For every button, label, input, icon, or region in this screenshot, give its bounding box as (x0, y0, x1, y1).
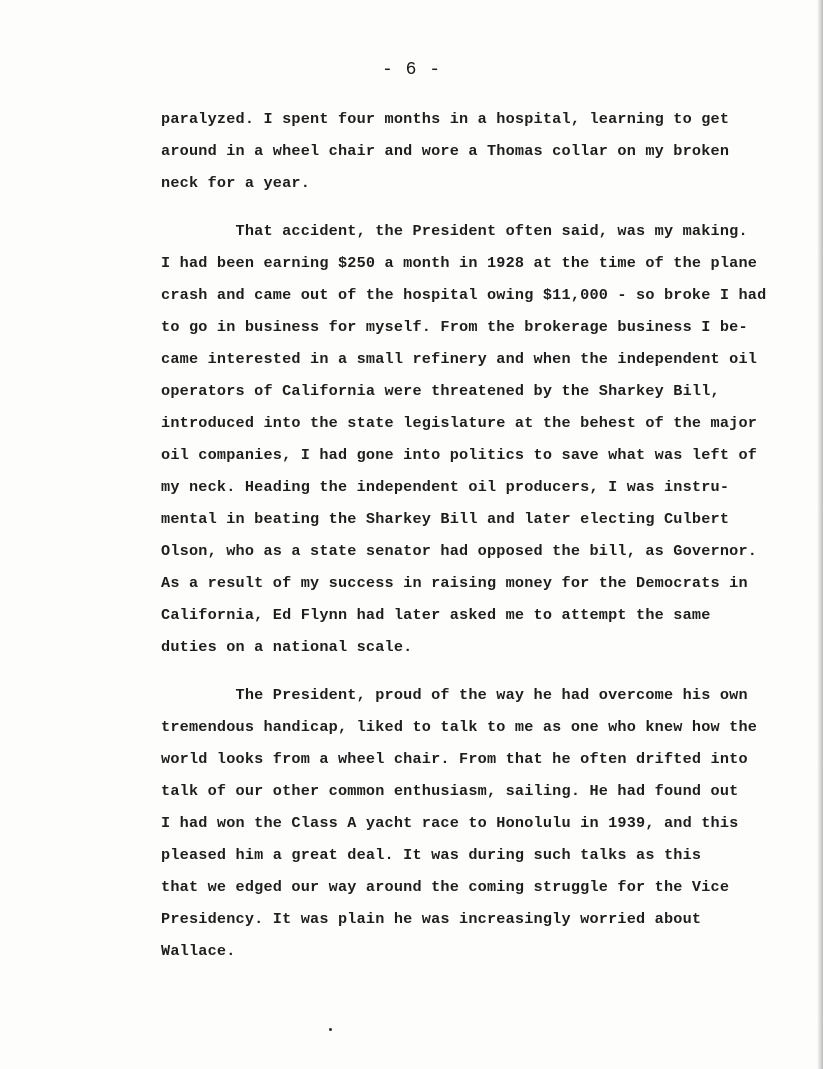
text-line: world looks from a wheel chair. From that he often drifted into (161, 750, 748, 768)
text-line: mental in beating the Sharkey Bill and later electing Culbert (161, 510, 730, 528)
text-line: As a result of my success in raising money for the Democrats in (161, 574, 748, 592)
text-line: California, Ed Flynn had later asked me to attempt the same (161, 606, 711, 624)
text-line: operators of California were threatened by the Sharkey Bill, (161, 382, 720, 400)
text-line: Olson, who as a state senator had opposed the bill, as Governor. (161, 542, 758, 560)
text-line: duties on a national scale. (161, 638, 413, 656)
text-line: that we edged our way around the coming struggle for the Vice (161, 878, 730, 896)
text-line: I had won the Class A yacht race to Honolulu in 1939, and this (161, 814, 739, 832)
text-line: crash and came out of the hospital owing $11,000 - so broke I had (161, 286, 767, 304)
text-line: pleased him a great deal. It was during such talks as this (161, 846, 702, 864)
text-line: talk of our other common enthusiasm, sailing. He had found out (161, 782, 739, 800)
text-line: Presidency. It was plain he was increasingly worried about (161, 910, 702, 928)
page-number: - 6 - (381, 60, 441, 80)
text-line: The President, proud of the way he had overcome his own (161, 686, 748, 704)
text-line: Wallace. (161, 942, 236, 960)
text-line: to go in business for myself. From the brokerage business I be- (161, 318, 748, 336)
text-line: around in a wheel chair and wore a Thomas collar on my broken (161, 142, 730, 160)
text-line: introduced into the state legislature at the behest of the major (161, 414, 758, 432)
page-edge-shadow (817, 0, 823, 1069)
text-line: neck for a year. (161, 174, 311, 192)
paper-speck (329, 1028, 332, 1031)
text-line: oil companies, I had gone into politics to save what was left of (161, 446, 758, 464)
text-line: That accident, the President often said, was my making. (161, 222, 748, 240)
text-line: tremendous handicap, liked to talk to me as one who knew how the (161, 718, 758, 736)
text-line: my neck. Heading the independent oil producers, I was instru- (161, 478, 730, 496)
text-line: paralyzed. I spent four months in a hospital, learning to get (161, 110, 730, 128)
text-line: I had been earning $250 a month in 1928 at the time of the plane (161, 254, 758, 272)
text-line: came interested in a small refinery and when the independent oil (161, 350, 758, 368)
